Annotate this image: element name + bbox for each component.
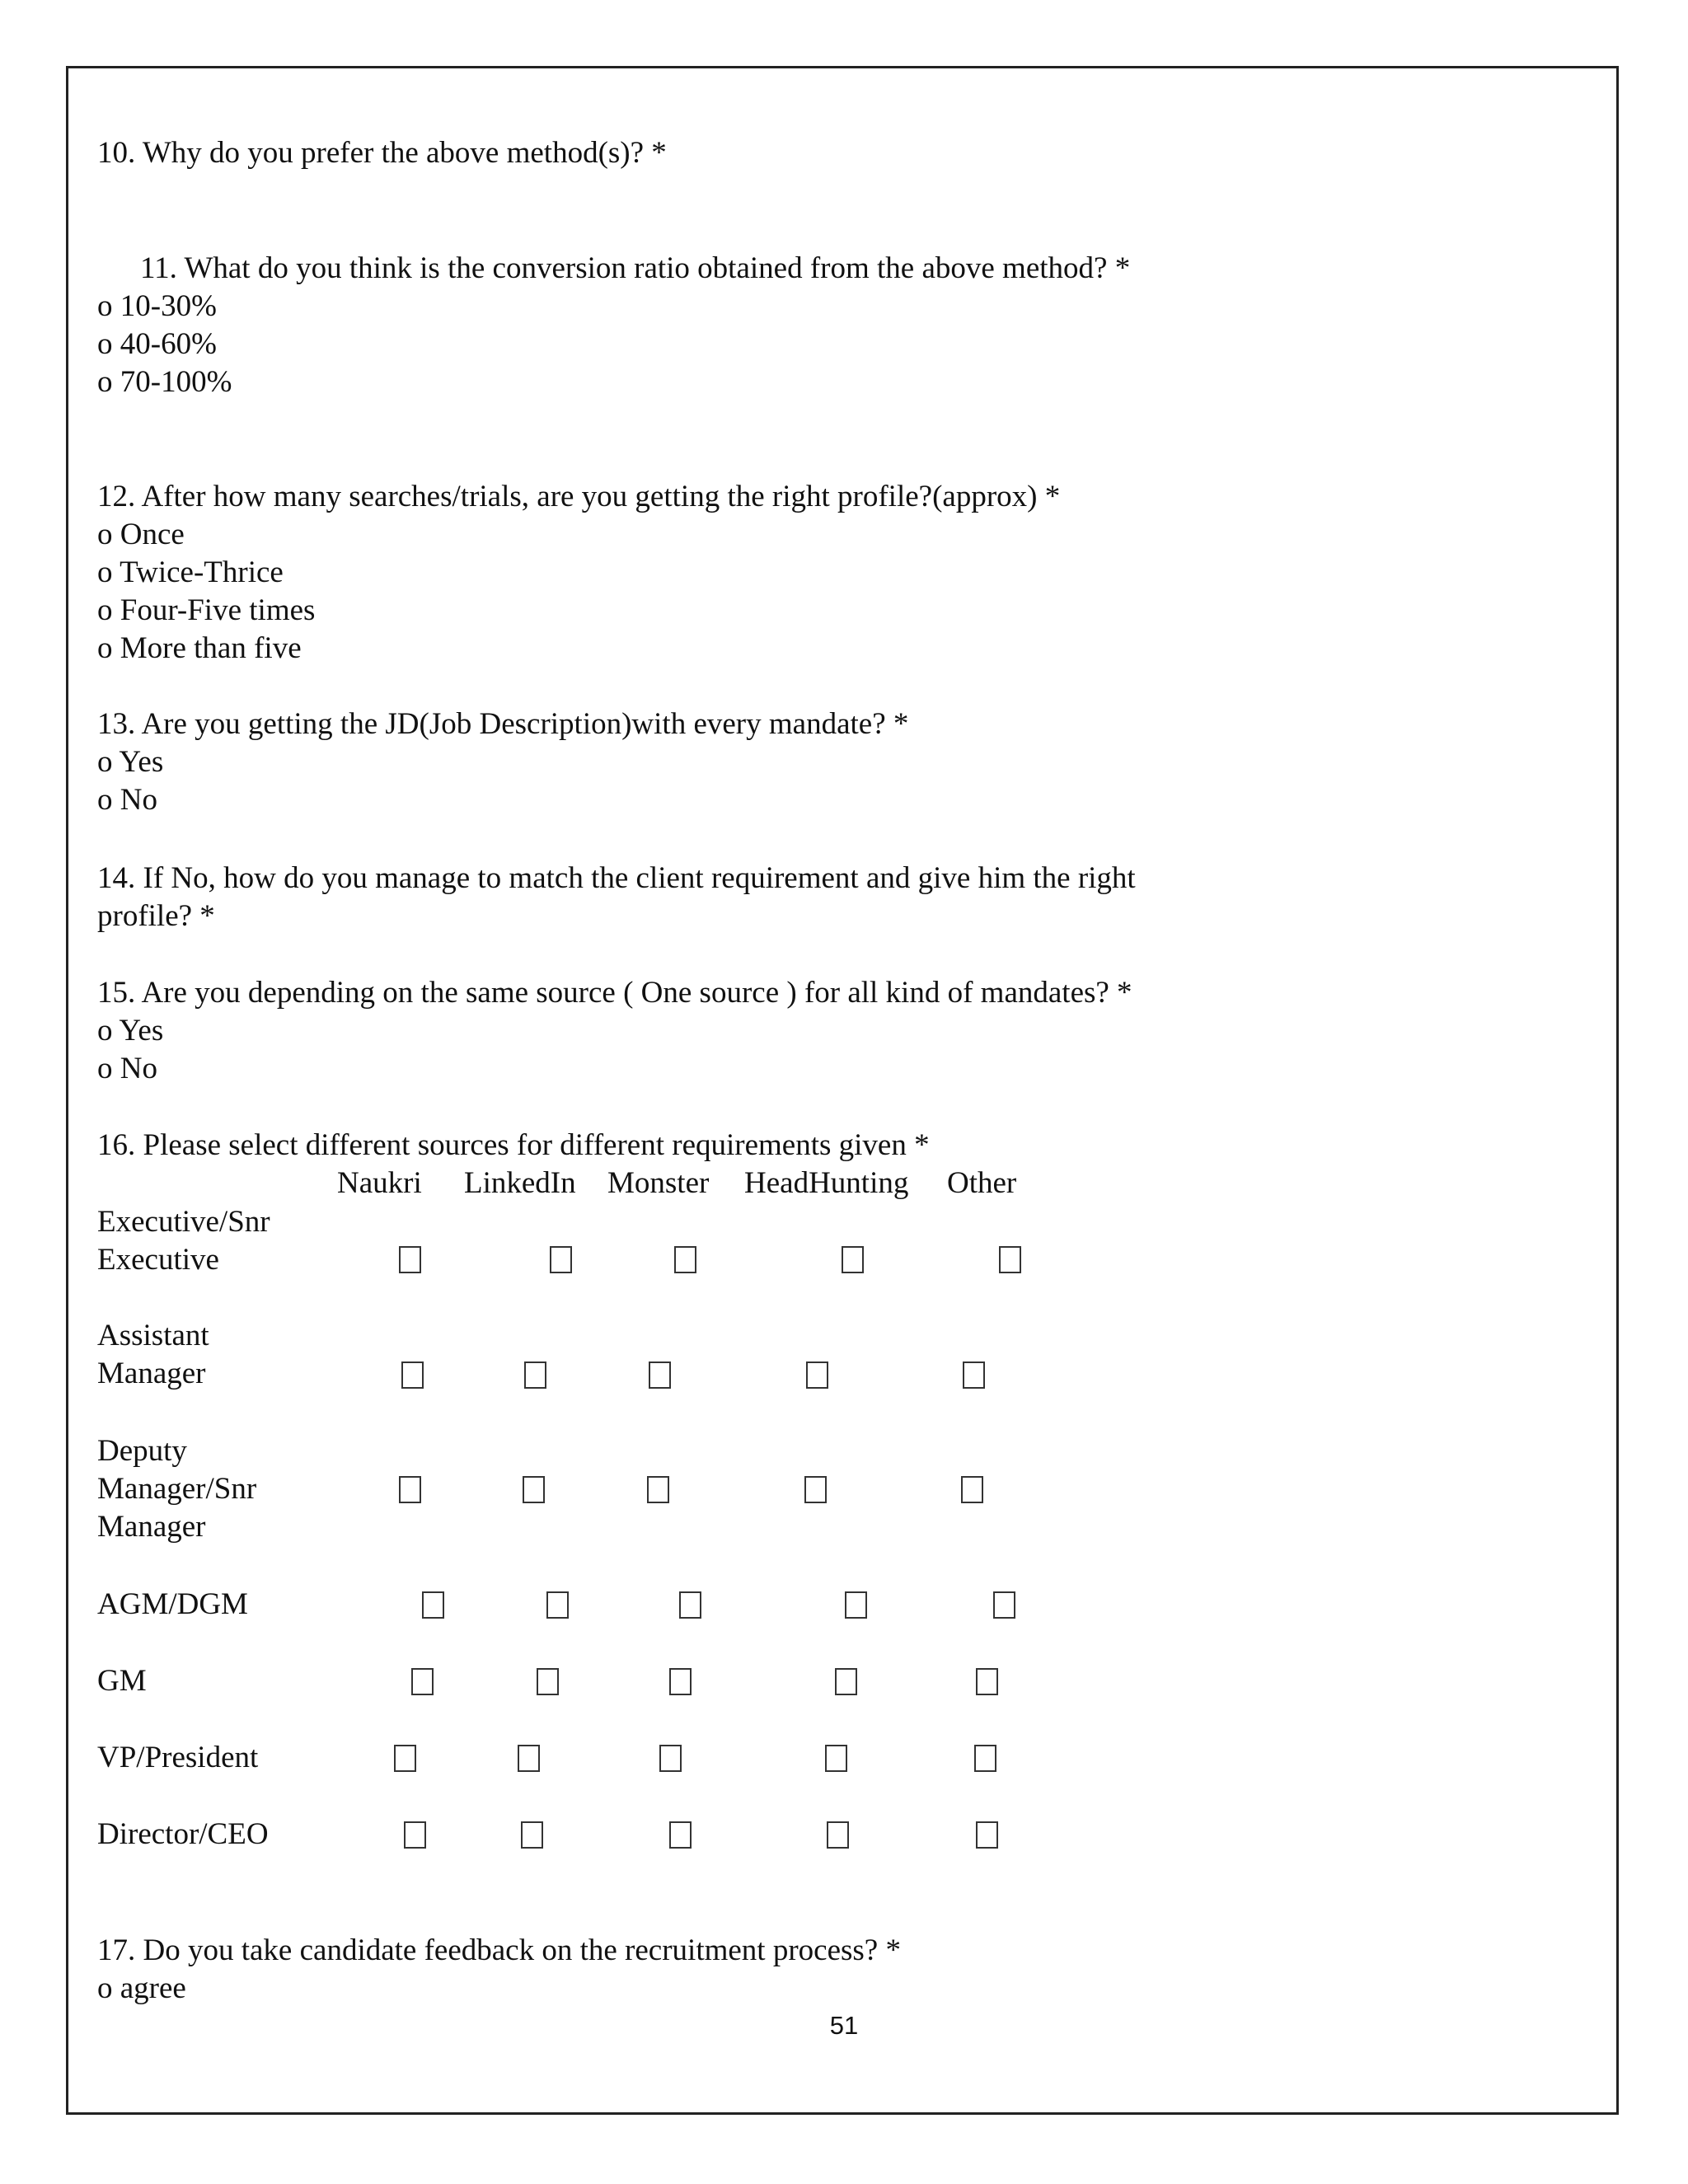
option-four-five[interactable]: o Four-Five times <box>97 593 316 627</box>
checkbox-executive-headhunting[interactable] <box>842 1246 864 1273</box>
checkbox-vp-president-other[interactable] <box>974 1745 996 1772</box>
question-17 <box>97 1932 901 2008</box>
checkbox-executive-monster[interactable] <box>674 1246 696 1273</box>
row-label-line: Deputy <box>97 1434 187 1468</box>
question-12 <box>97 478 1060 668</box>
checkbox-gm-headhunting[interactable] <box>835 1668 857 1695</box>
question-11-text: 11. What do you think is the conversion ratio obtained from the above method? * <box>140 251 1131 285</box>
checkbox-executive-linkedin[interactable] <box>550 1246 572 1273</box>
question-16 <box>97 1127 930 1165</box>
checkbox-executive-naukri[interactable] <box>399 1246 421 1273</box>
checkbox-vp-president-naukri[interactable] <box>394 1745 416 1772</box>
option-10-30[interactable]: o 10-30% <box>97 289 217 323</box>
question-10 <box>97 134 667 172</box>
row-label-line: Manager <box>97 1357 206 1390</box>
checkbox-agm-dgm-headhunting[interactable] <box>845 1591 867 1619</box>
checkbox-gm-linkedin[interactable] <box>537 1668 559 1695</box>
checkbox-vp-president-headhunting[interactable] <box>825 1745 847 1772</box>
row-label-line: Director/CEO <box>97 1817 269 1851</box>
row-label-line: Executive/Snr <box>97 1205 270 1239</box>
question-14 <box>97 860 1136 935</box>
row-label-line: AGM/DGM <box>97 1587 248 1621</box>
column-header-naukri: Naukri <box>337 1166 422 1200</box>
option-once[interactable]: o Once <box>97 518 185 551</box>
checkbox-executive-other[interactable] <box>999 1246 1021 1273</box>
row-label-line: GM <box>97 1664 147 1698</box>
checkbox-vp-president-monster[interactable] <box>659 1745 682 1772</box>
question-13-text: 13. Are you getting the JD(Job Description)with every mandate? * <box>97 707 909 741</box>
page-number: 51 <box>829 2011 859 2040</box>
row-label-line: Executive <box>97 1243 219 1277</box>
row-label-line: Assistant <box>97 1319 209 1352</box>
option-yes[interactable]: o Yes <box>97 745 164 779</box>
column-header-monster: Monster <box>607 1166 710 1200</box>
checkbox-agm-dgm-other[interactable] <box>993 1591 1015 1619</box>
question-16-text: 16. Please select different sources for different requirements given * <box>97 1128 930 1162</box>
row-label-line: Manager <box>97 1510 206 1544</box>
checkbox-director-ceo-linkedin[interactable] <box>521 1821 543 1849</box>
question-14-text-line2: profile? * <box>97 899 215 933</box>
checkbox-gm-naukri[interactable] <box>411 1668 434 1695</box>
question-15 <box>97 974 1132 1088</box>
row-label-director-ceo <box>97 1816 269 1854</box>
question-10-text: 10. Why do you prefer the above method(s)? * <box>97 136 667 170</box>
checkbox-deputy-manager-other[interactable] <box>961 1476 983 1503</box>
checkbox-deputy-manager-monster[interactable] <box>647 1476 669 1503</box>
question-13 <box>97 705 908 819</box>
row-label-line: Manager/Snr <box>97 1472 257 1506</box>
row-label-executive <box>97 1203 270 1279</box>
row-label-gm <box>97 1662 147 1700</box>
checkbox-deputy-manager-linkedin[interactable] <box>523 1476 545 1503</box>
option-no[interactable]: o No <box>97 783 157 817</box>
column-header-headhunting: HeadHunting <box>744 1166 909 1200</box>
row-label-vp-president <box>97 1739 258 1777</box>
checkbox-assistant-manager-other[interactable] <box>963 1361 985 1389</box>
question-12-text: 12. After how many searches/trials, are you getting the right profile?(approx) * <box>97 480 1061 513</box>
option-40-60[interactable]: o 40-60% <box>97 327 217 361</box>
column-header-other: Other <box>947 1166 1017 1200</box>
question-11 <box>97 250 1130 401</box>
checkbox-agm-dgm-monster[interactable] <box>679 1591 701 1619</box>
option-more-than-five[interactable]: o More than five <box>97 631 302 665</box>
checkbox-director-ceo-monster[interactable] <box>669 1821 692 1849</box>
option-twice-thrice[interactable]: o Twice-Thrice <box>97 555 284 589</box>
checkbox-gm-other[interactable] <box>976 1668 998 1695</box>
checkbox-gm-monster[interactable] <box>669 1668 692 1695</box>
checkbox-assistant-manager-naukri[interactable] <box>401 1361 424 1389</box>
question-15-text: 15. Are you depending on the same source ( One source ) for all kind of mandates? * <box>97 976 1132 1010</box>
question-14-text-line1: 14. If No, how do you manage to match the client requirement and give him the right <box>97 861 1136 895</box>
option-agree[interactable]: o agree <box>97 1971 186 2005</box>
option-no[interactable]: o No <box>97 1052 157 1085</box>
column-header-linkedin: LinkedIn <box>464 1166 576 1200</box>
checkbox-agm-dgm-linkedin[interactable] <box>546 1591 569 1619</box>
row-label-line: VP/President <box>97 1741 259 1774</box>
checkbox-deputy-manager-naukri[interactable] <box>399 1476 421 1503</box>
checkbox-director-ceo-other[interactable] <box>976 1821 998 1849</box>
checkbox-director-ceo-headhunting[interactable] <box>827 1821 849 1849</box>
row-label-agm-dgm <box>97 1586 248 1624</box>
checkbox-assistant-manager-linkedin[interactable] <box>524 1361 546 1389</box>
checkbox-assistant-manager-headhunting[interactable] <box>806 1361 828 1389</box>
checkbox-director-ceo-naukri[interactable] <box>404 1821 426 1849</box>
option-yes[interactable]: o Yes <box>97 1014 164 1047</box>
checkbox-vp-president-linkedin[interactable] <box>518 1745 540 1772</box>
question-17-text: 17. Do you take candidate feedback on the recruitment process? * <box>97 1933 901 1967</box>
option-70-100[interactable]: o 70-100% <box>97 365 232 399</box>
checkbox-agm-dgm-naukri[interactable] <box>422 1591 444 1619</box>
checkbox-assistant-manager-monster[interactable] <box>649 1361 671 1389</box>
row-label-deputy-manager <box>97 1432 256 1546</box>
row-label-assistant-manager <box>97 1317 209 1393</box>
checkbox-deputy-manager-headhunting[interactable] <box>804 1476 827 1503</box>
